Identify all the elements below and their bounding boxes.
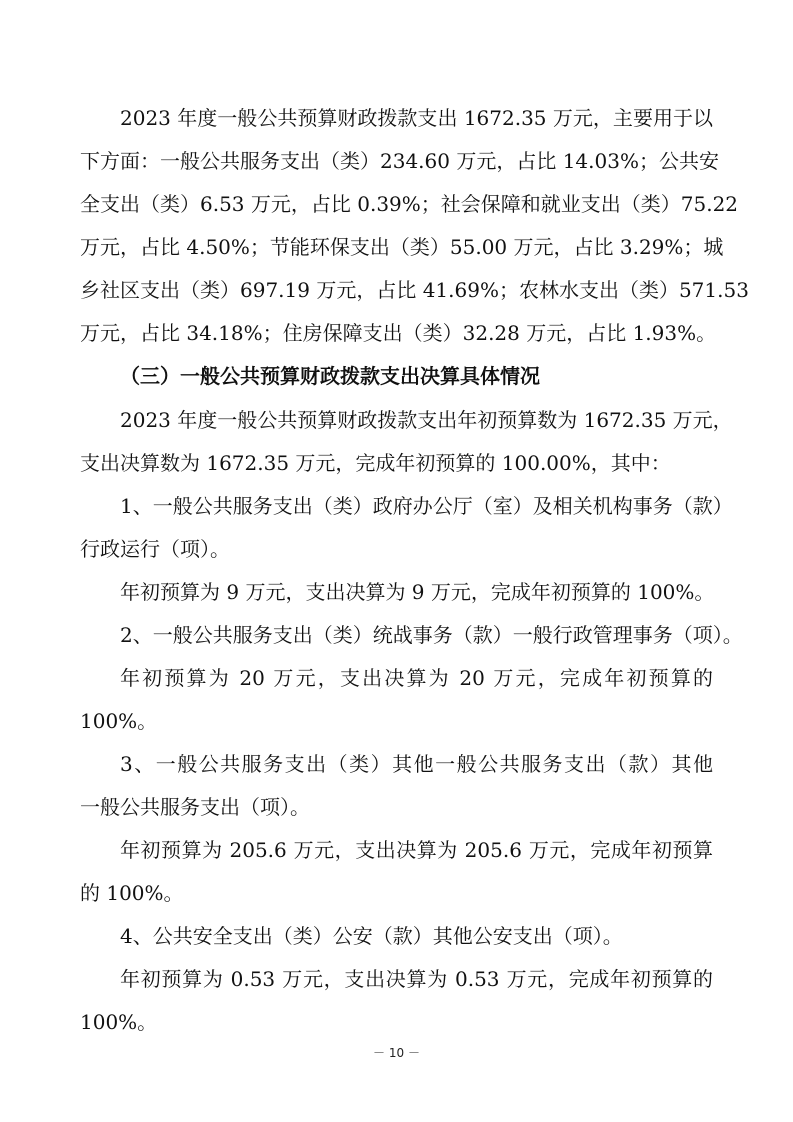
paragraph-line: 100%。 [80, 709, 158, 733]
item-heading-line: 2、一般公共服务支出（类）统战事务（款）一般行政管理事务（项）。 [120, 623, 743, 647]
paragraph-line: 年初预算为 205.6 万元，支出决算为 205.6 万元，完成年初预算 [120, 838, 713, 862]
page-number: － 10 － [373, 1046, 420, 1060]
paragraph-line: 万元，占比 34.18%；住房保障支出（类）32.28 万元，占比 1.93%。 [80, 321, 717, 345]
paragraph-line: 年初预算为 20 万元，支出决算为 20 万元，完成年初预算的 [120, 666, 713, 690]
paragraph-line: 年初预算为 9 万元，支出决算为 9 万元，完成年初预算的 100%。 [120, 580, 715, 604]
section-heading: （三）一般公共预算财政拨款支出决算具体情况 [120, 364, 540, 388]
item-heading-line: 行政运行（项）。 [80, 537, 230, 561]
paragraph-line: 年初预算为 0.53 万元，支出决算为 0.53 万元，完成年初预算的 [120, 967, 713, 991]
paragraph-line: 全支出（类）6.53 万元，占比 0.39%；社会保障和就业支出（类）75.22 [80, 192, 739, 216]
paragraph-line: 支出决算数为 1672.35 万元，完成年初预算的 100.00%，其中： [80, 451, 671, 475]
item-heading-line: 一般公共服务支出（项）。 [80, 795, 310, 819]
paragraph-line: 100%。 [80, 1010, 158, 1034]
paragraph-line: 万元，占比 4.50%；节能环保支出（类）55.00 万元，占比 3.29%；城 [80, 235, 724, 259]
item-heading-line: 3、一般公共服务支出（类）其他一般公共服务支出（款）其他 [120, 752, 713, 776]
item-heading-line: 4、公共安全支出（类）公安（款）其他公安支出（项）。 [120, 924, 623, 948]
paragraph-line: 乡社区支出（类）697.19 万元，占比 41.69%；农林水支出（类）571.53 [80, 278, 749, 302]
paragraph-line: 下方面：一般公共服务支出（类）234.60 万元，占比 14.03%；公共安 [80, 149, 719, 173]
paragraph-line: 的 100%。 [80, 881, 184, 905]
paragraph-line: 2023 年度一般公共预算财政拨款支出 1672.35 万元，主要用于以 [120, 106, 713, 130]
item-heading-line: 1、一般公共服务支出（类）政府办公厅（室）及相关机构事务（款） [120, 494, 733, 518]
paragraph-line: 2023 年度一般公共预算财政拨款支出年初预算数为 1672.35 万元， [120, 408, 733, 432]
